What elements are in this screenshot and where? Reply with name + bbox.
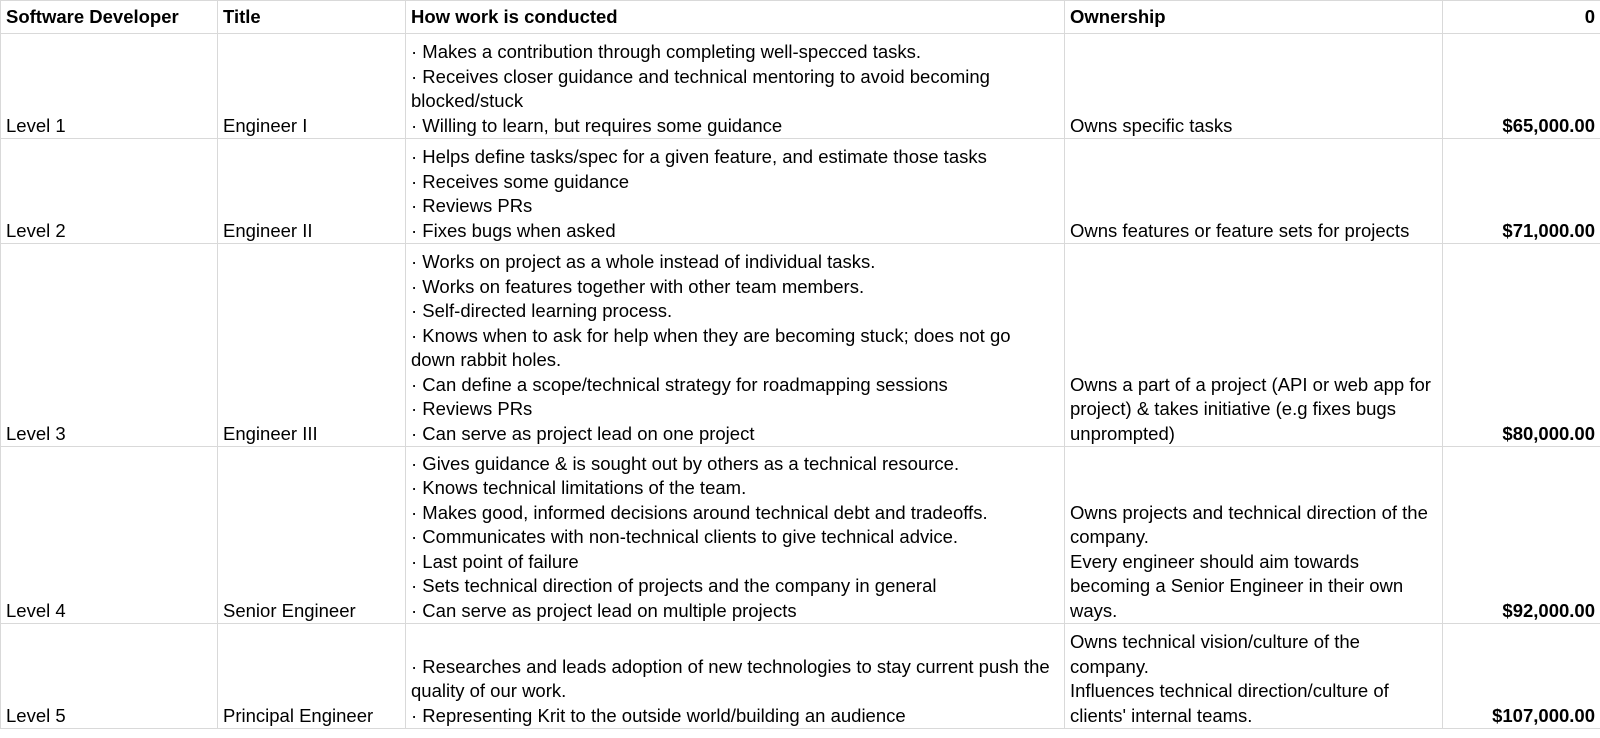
salary-cell[interactable]: $80,000.00: [1443, 244, 1600, 447]
salary-cell[interactable]: $65,000.00: [1443, 34, 1600, 139]
ownership-cell[interactable]: [1065, 244, 1443, 447]
work-bullet: · Works on features together with other team members.: [411, 275, 865, 297]
header-cell-how-work-is-conducted[interactable]: How work is conducted: [406, 1, 1065, 34]
table-row: [1, 139, 1600, 244]
work-bullet: · Representing Krit to the outside world/building an audience: [411, 704, 906, 726]
work-bullet: · Last point of failure: [411, 550, 579, 572]
work-bullet: · Knows technical limitations of the team.: [411, 477, 747, 498]
work-cell[interactable]: [406, 34, 1065, 139]
level-cell[interactable]: Level 1: [1, 34, 218, 139]
work-bullet: · Sets technical direction of projects and the company in general: [411, 575, 937, 596]
ownership-text: Owns projects and technical direction of the company.: [1070, 501, 1428, 547]
ownership-cell[interactable]: [1065, 447, 1443, 624]
ownership-text: Every engineer should aim towards becoming a Senior Engineer in their own ways.: [1070, 550, 1404, 621]
ownership-text: Owns features or feature sets for projects: [1070, 219, 1410, 241]
ownership-text: Influences technical direction/culture of clients' internal teams.: [1070, 680, 1389, 726]
work-bullet: · Can serve as project lead on one project: [411, 422, 755, 444]
work-bullet: · Can serve as project lead on multiple projects: [411, 599, 797, 621]
level-cell[interactable]: Level 2: [1, 139, 218, 244]
work-bullet: · Helps define tasks/spec for a given feature, and estimate those tasks: [411, 146, 987, 167]
work-cell[interactable]: [406, 244, 1065, 447]
table-row: [1, 244, 1600, 447]
salary-cell[interactable]: $107,000.00: [1443, 624, 1600, 729]
work-bullet: · Knows when to ask for help when they are becoming stuck; does not go down rabbit holes.: [411, 324, 1011, 370]
title-cell[interactable]: Engineer III: [218, 244, 406, 447]
table-row: [1, 624, 1600, 729]
salary-cell[interactable]: $92,000.00: [1443, 447, 1600, 624]
title-cell[interactable]: Engineer II: [218, 139, 406, 244]
title-cell[interactable]: Principal Engineer: [218, 624, 406, 729]
table-row: [1, 447, 1600, 624]
work-cell[interactable]: [406, 624, 1065, 729]
ownership-cell[interactable]: [1065, 624, 1443, 729]
work-cell[interactable]: [406, 447, 1065, 624]
header-cell-software-developer[interactable]: Software Developer: [1, 1, 218, 34]
title-cell[interactable]: Senior Engineer: [218, 447, 406, 624]
work-bullet: · Fixes bugs when asked: [411, 219, 616, 241]
work-bullet: · Makes good, informed decisions around technical debt and tradeoffs.: [411, 501, 988, 523]
work-bullet: · Receives closer guidance and technical mentoring to avoid becoming blocked/stuck: [411, 65, 990, 111]
work-bullet: · Willing to learn, but requires some guidance: [411, 114, 783, 136]
work-bullet: · Makes a contribution through completing well-specced tasks.: [411, 41, 922, 62]
table-row: [1, 34, 1600, 139]
work-bullet: · Researches and leads adoption of new technologies to stay current push the quality of our work.: [411, 655, 1050, 701]
work-bullet: · Receives some guidance: [411, 170, 629, 192]
header-row: [1, 1, 1600, 34]
ownership-cell[interactable]: [1065, 34, 1443, 139]
level-cell[interactable]: Level 3: [1, 244, 218, 447]
header-cell-ownership[interactable]: Ownership: [1065, 1, 1443, 34]
ownership-text: Owns technical vision/culture of the company.: [1070, 631, 1360, 677]
work-cell[interactable]: [406, 139, 1065, 244]
work-bullet: · Self-directed learning process.: [411, 300, 673, 321]
work-bullet: · Communicates with non-technical clients to give technical advice.: [411, 526, 959, 547]
work-bullet: · Can define a scope/technical strategy for roadmapping sessions: [411, 373, 948, 395]
ownership-text: Owns a part of a project (API or web app for project) & takes initiative (e.g fixes bugs unprompted): [1070, 373, 1431, 444]
level-cell[interactable]: Level 5: [1, 624, 218, 729]
work-bullet: · Reviews PRs: [411, 195, 533, 216]
ownership-text: Owns specific tasks: [1070, 114, 1233, 136]
level-cell[interactable]: Level 4: [1, 447, 218, 624]
header-cell-title[interactable]: Title: [218, 1, 406, 34]
title-cell[interactable]: Engineer I: [218, 34, 406, 139]
work-bullet: · Gives guidance & is sought out by others as a technical resource.: [411, 452, 960, 474]
salary-cell[interactable]: $71,000.00: [1443, 139, 1600, 244]
ownership-cell[interactable]: [1065, 139, 1443, 244]
work-bullet: · Works on project as a whole instead of individual tasks.: [411, 251, 876, 272]
header-cell-salary[interactable]: 0: [1443, 1, 1600, 34]
work-bullet: · Reviews PRs: [411, 398, 533, 419]
